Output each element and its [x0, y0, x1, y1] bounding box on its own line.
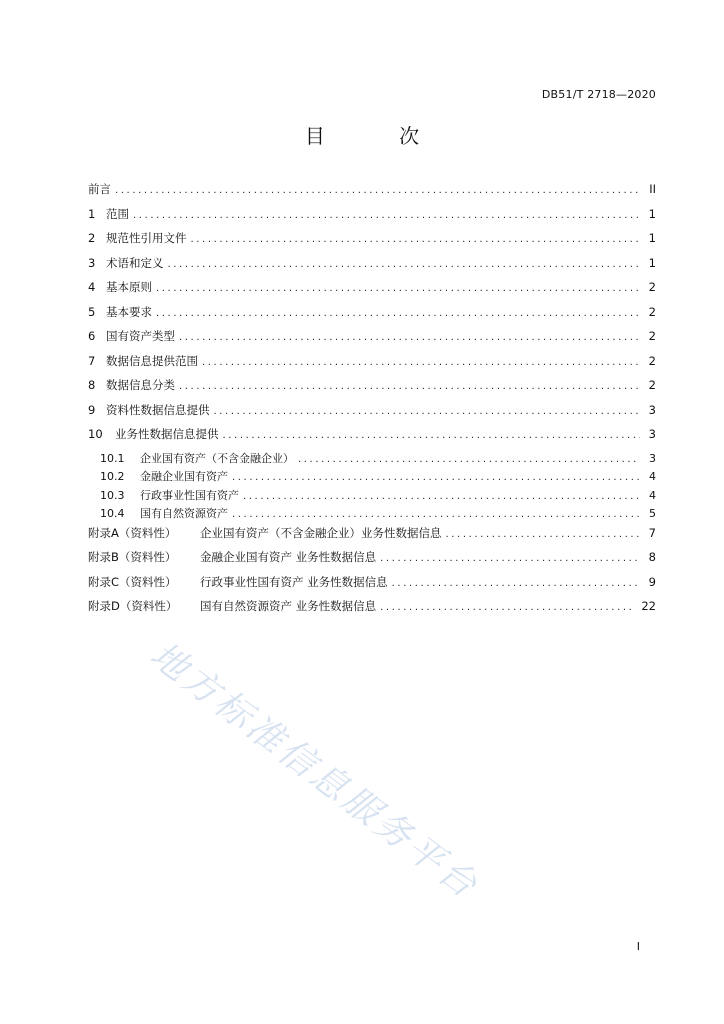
toc-entry-title: [100, 507, 228, 521]
toc-entry-label: 企业国有资产（不含金融企业）业务性数据信息: [200, 525, 442, 540]
toc-entry-number: 10.2: [100, 470, 125, 483]
toc-entry-label: 基本要求: [106, 304, 152, 319]
toc-entry-title: [100, 452, 294, 466]
toc-entry-number: 7: [88, 353, 96, 368]
toc-entry[interactable]: [88, 182, 656, 207]
toc-entry-label: 术语和定义: [106, 255, 164, 270]
toc-title: 目 次: [304, 124, 454, 148]
dot-leader: [380, 601, 635, 615]
toc-entry[interactable]: [88, 256, 656, 281]
toc-entry-page: 22: [641, 599, 656, 613]
toc-entry-label: 前言: [88, 182, 111, 196]
toc-entry-title: [88, 329, 175, 343]
watermark: 地方标准信息服务平台: [142, 634, 487, 908]
toc-entry-page: 3: [649, 451, 656, 465]
dot-leader: [380, 552, 640, 566]
toc-entry-number: 附录B（资料性）: [88, 550, 177, 564]
toc-entry-title: [88, 599, 376, 613]
toc-entry-title: [88, 182, 111, 196]
dot-leader: [115, 184, 640, 198]
dot-leader: [179, 331, 640, 345]
toc-entry[interactable]: [88, 427, 656, 452]
toc-entry-label: 业务性数据信息提供: [115, 427, 219, 441]
toc-entry-number: 9: [88, 402, 96, 417]
toc-entry[interactable]: [88, 526, 656, 551]
toc-entry-page: 2: [648, 378, 656, 392]
toc-entry-page: 1: [648, 255, 656, 270]
toc-entry-number: 10.3: [100, 488, 125, 502]
toc-entry-title: [88, 231, 187, 245]
toc-entry-page: 3: [648, 402, 656, 417]
toc-entry-page: 1: [648, 206, 656, 221]
dot-leader: [298, 453, 640, 467]
table-of-contents: [88, 182, 656, 624]
toc-entry-label: 数据信息提供范围: [106, 353, 198, 368]
toc-entry-page: 9: [648, 574, 656, 589]
toc-entry[interactable]: [88, 575, 656, 600]
toc-entry-number: 附录D（资料性）: [88, 599, 178, 613]
toc-entry-label: 金融企业国有资产 业务性数据信息: [200, 550, 377, 564]
dot-leader: [223, 429, 641, 443]
toc-entry-title: [88, 575, 388, 589]
dot-leader: [179, 380, 640, 394]
toc-entry-label: 企业国有资产（不含金融企业）: [140, 451, 294, 465]
toc-entry-page: 2: [648, 329, 656, 343]
toc-entry-page: II: [649, 182, 656, 196]
toc-entry-title: [88, 354, 198, 368]
toc-entry-page: 4: [649, 488, 656, 502]
toc-entry-number: 10: [88, 427, 103, 441]
toc-entry-number: 10.4: [100, 507, 125, 520]
toc-entry-title: [88, 378, 175, 392]
toc-entry-number: 8: [88, 378, 96, 392]
toc-entry[interactable]: [88, 507, 656, 526]
dot-leader: [133, 209, 640, 223]
toc-entry[interactable]: [88, 280, 656, 305]
toc-entry-title: [88, 256, 164, 270]
toc-entry-number: 1: [88, 206, 96, 221]
dot-leader: [168, 258, 641, 272]
toc-entry-label: 行政事业性国有资产 业务性数据信息: [200, 574, 388, 589]
toc-entry[interactable]: [88, 550, 656, 575]
toc-entry-label: 范围: [106, 206, 129, 221]
toc-entry-number: 6: [88, 329, 96, 343]
toc-entry-number: 4: [88, 280, 96, 294]
toc-entry-title: [88, 550, 376, 564]
toc-entry-label: 国有自然资源资产: [140, 507, 228, 520]
toc-entry-title: [100, 489, 239, 503]
toc-entry-label: 数据信息分类: [106, 378, 175, 392]
toc-entry-page: 2: [648, 280, 656, 294]
toc-entry-label: 国有资产类型: [106, 329, 175, 343]
toc-entry-page: 2: [648, 353, 656, 368]
toc-entry-page: 7: [648, 525, 656, 540]
toc-entry-label: 基本原则: [106, 280, 152, 294]
toc-entry-page: 8: [648, 550, 656, 564]
toc-entry[interactable]: [88, 470, 656, 489]
toc-entry[interactable]: [88, 305, 656, 330]
toc-entry[interactable]: [88, 378, 656, 403]
toc-entry[interactable]: [88, 452, 656, 471]
toc-entry[interactable]: [88, 354, 656, 379]
dot-leader: [191, 233, 641, 247]
toc-entry-title: [88, 280, 152, 294]
toc-entry-title: [88, 526, 442, 540]
dot-leader: [156, 307, 640, 321]
toc-entry-page: 3: [648, 427, 656, 441]
toc-entry[interactable]: [88, 207, 656, 232]
toc-entry-number: 附录A（资料性）: [88, 525, 177, 540]
toc-entry-page: 4: [649, 470, 656, 483]
toc-entry[interactable]: [88, 599, 656, 624]
toc-entry-title: [88, 207, 129, 221]
toc-entry-label: 规范性引用文件: [106, 231, 187, 245]
toc-entry-label: 金融企业国有资产: [140, 470, 228, 483]
toc-entry-number: 10.1: [100, 451, 125, 465]
dot-leader: [392, 577, 640, 591]
toc-entry-number: 附录C（资料性）: [88, 574, 177, 589]
toc-entry-title: [88, 427, 219, 441]
dot-leader: [232, 508, 640, 522]
toc-entry-label: 资料性数据信息提供: [106, 402, 210, 417]
toc-entry[interactable]: [88, 489, 656, 508]
toc-entry-number: 3: [88, 255, 96, 270]
toc-entry-page: 2: [648, 304, 656, 319]
dot-leader: [214, 405, 641, 419]
document-code: DB51/T 2718—2020: [541, 88, 656, 101]
toc-entry-label: 国有自然资源资产 业务性数据信息: [200, 599, 377, 613]
toc-entry[interactable]: [88, 329, 656, 354]
toc-entry[interactable]: [88, 231, 656, 256]
toc-entry-number: 2: [88, 231, 96, 245]
page-number: I: [636, 940, 640, 953]
toc-entry-page: 5: [649, 507, 656, 520]
toc-entry-page: 1: [648, 231, 656, 245]
toc-entry-number: 5: [88, 304, 96, 319]
dot-leader: [446, 528, 641, 542]
toc-entry-title: [88, 305, 152, 319]
toc-entry-label: 行政事业性国有资产: [140, 488, 239, 502]
dot-leader: [202, 356, 640, 370]
dot-leader: [243, 490, 640, 504]
toc-entry-title: [100, 470, 228, 484]
dot-leader: [156, 282, 640, 296]
toc-entry[interactable]: [88, 403, 656, 428]
toc-entry-title: [88, 403, 210, 417]
dot-leader: [232, 471, 640, 485]
